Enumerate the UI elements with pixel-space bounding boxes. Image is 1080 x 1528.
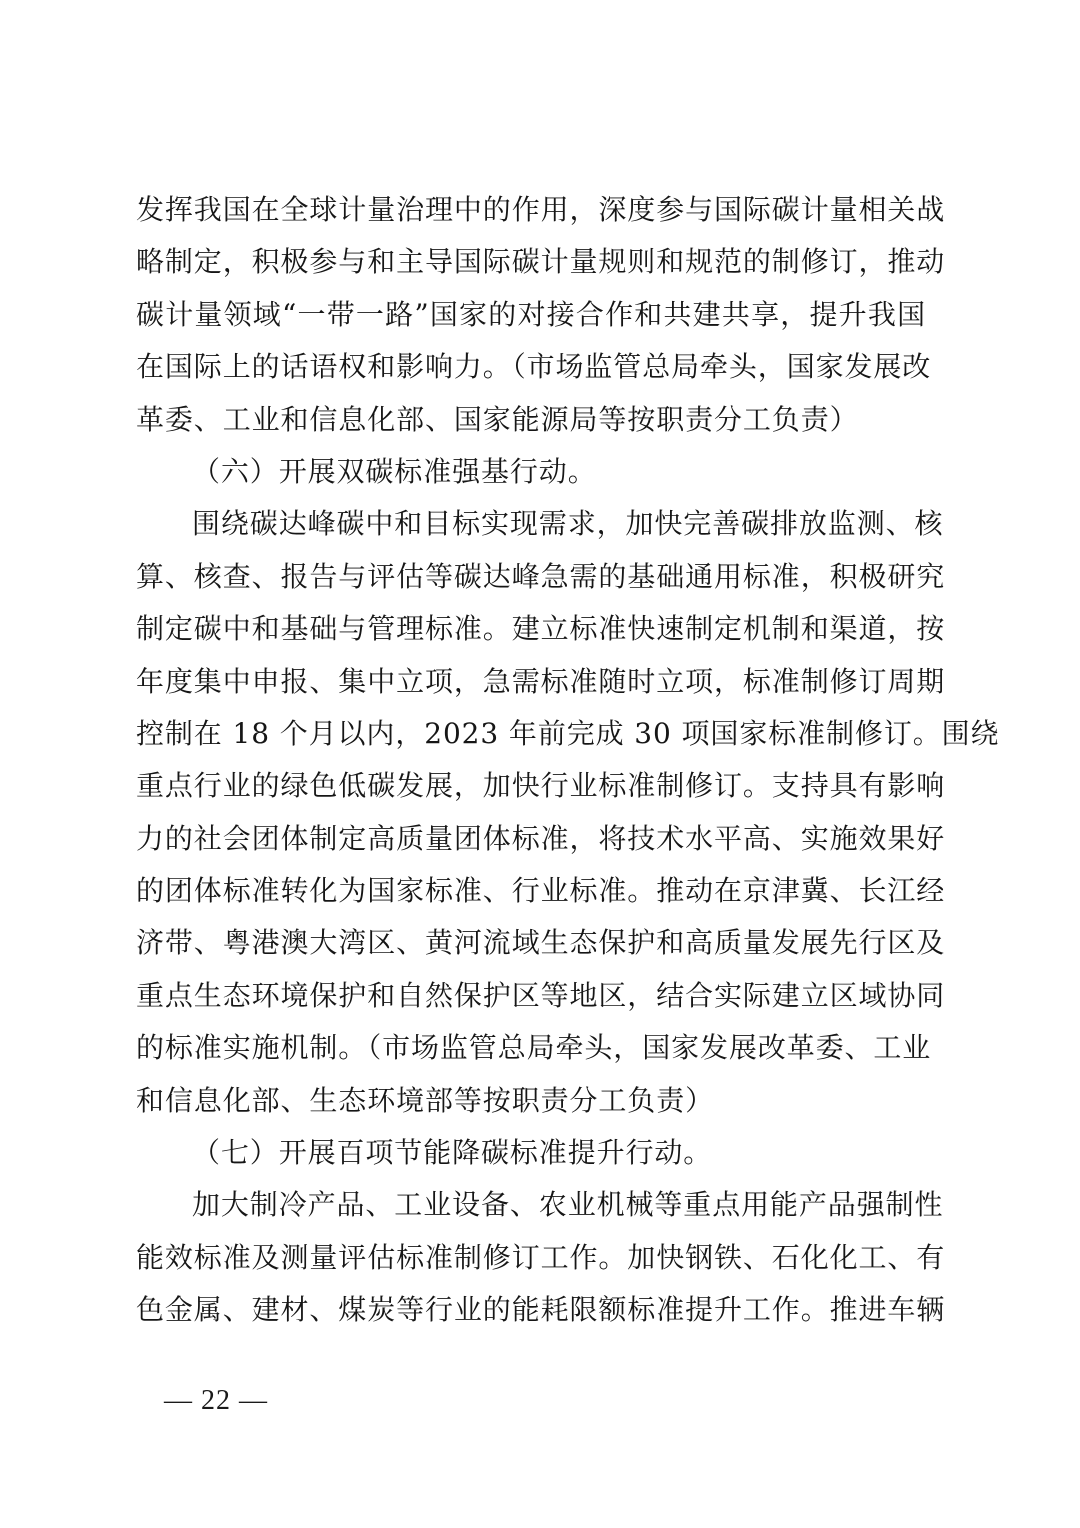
text-line: 济带、粤港澳大湾区、黄河流域生态保护和高质量发展先行区及	[136, 926, 946, 960]
body-text	[136, 184, 1000, 1337]
text-line: 能效标准及测量评估标准制修订工作。加快钢铁、石化化工、有	[136, 1240, 946, 1274]
text-line: 控制在 18 个月以内，2023 年前完成 30 项国家标准制修订。围绕	[136, 716, 1000, 750]
text-line: 重点行业的绿色低碳发展，加快行业标准制修订。支持具有影响	[136, 769, 946, 803]
text-line: 在国际上的话语权和影响力。（市场监管总局牵头，国家发展改	[136, 350, 932, 384]
section-heading-6: （六）开展双碳标准强基行动。	[192, 454, 597, 488]
text-line: 制定碳中和基础与管理标准。建立标准快速制定机制和渠道，按	[136, 612, 946, 646]
page-number: — 22 —	[164, 1385, 268, 1416]
text-line: 略制定，积极参与和主导国际碳计量规则和规范的制修订，推动	[136, 245, 946, 279]
text-line: 围绕碳达峰碳中和目标实现需求，加快完善碳排放监测、核	[192, 507, 944, 541]
text-line: 重点生态环境保护和自然保护区等地区，结合实际建立区域协同	[136, 978, 946, 1012]
text-line: 年度集中申报、集中立项，急需标准随时立项，标准制修订周期	[136, 664, 946, 698]
text-line: 和信息化部、生态环境部等按职责分工负责）	[136, 1083, 715, 1117]
text-line: 的标准实施机制。（市场监管总局牵头，国家发展改革委、工业	[136, 1031, 932, 1065]
text-line: 发挥我国在全球计量治理中的作用，深度参与国际碳计量相关战	[136, 193, 946, 226]
text-line: 加大制冷产品、工业设备、农业机械等重点用能产品强制性	[192, 1188, 944, 1222]
text-line: 力的社会团体制定高质量团体标准，将技术水平高、实施效果好	[136, 821, 946, 855]
text-line: 算、核查、报告与评估等碳达峰急需的基础通用标准，积极研究	[136, 559, 946, 593]
text-line: 革委、工业和信息化部、国家能源局等按职责分工负责）	[136, 402, 859, 436]
text-line: 色金属、建材、煤炭等行业的能耗限额标准提升工作。推进车辆	[136, 1293, 946, 1327]
text-line: 碳计量领域“一带一路”国家的对接合作和共建共享，提升我国	[136, 297, 926, 331]
section-heading-7: （七）开展百项节能降碳标准提升行动。	[192, 1136, 713, 1170]
text-line: 的团体标准转化为国家标准、行业标准。推动在京津冀、长江经	[136, 874, 946, 908]
